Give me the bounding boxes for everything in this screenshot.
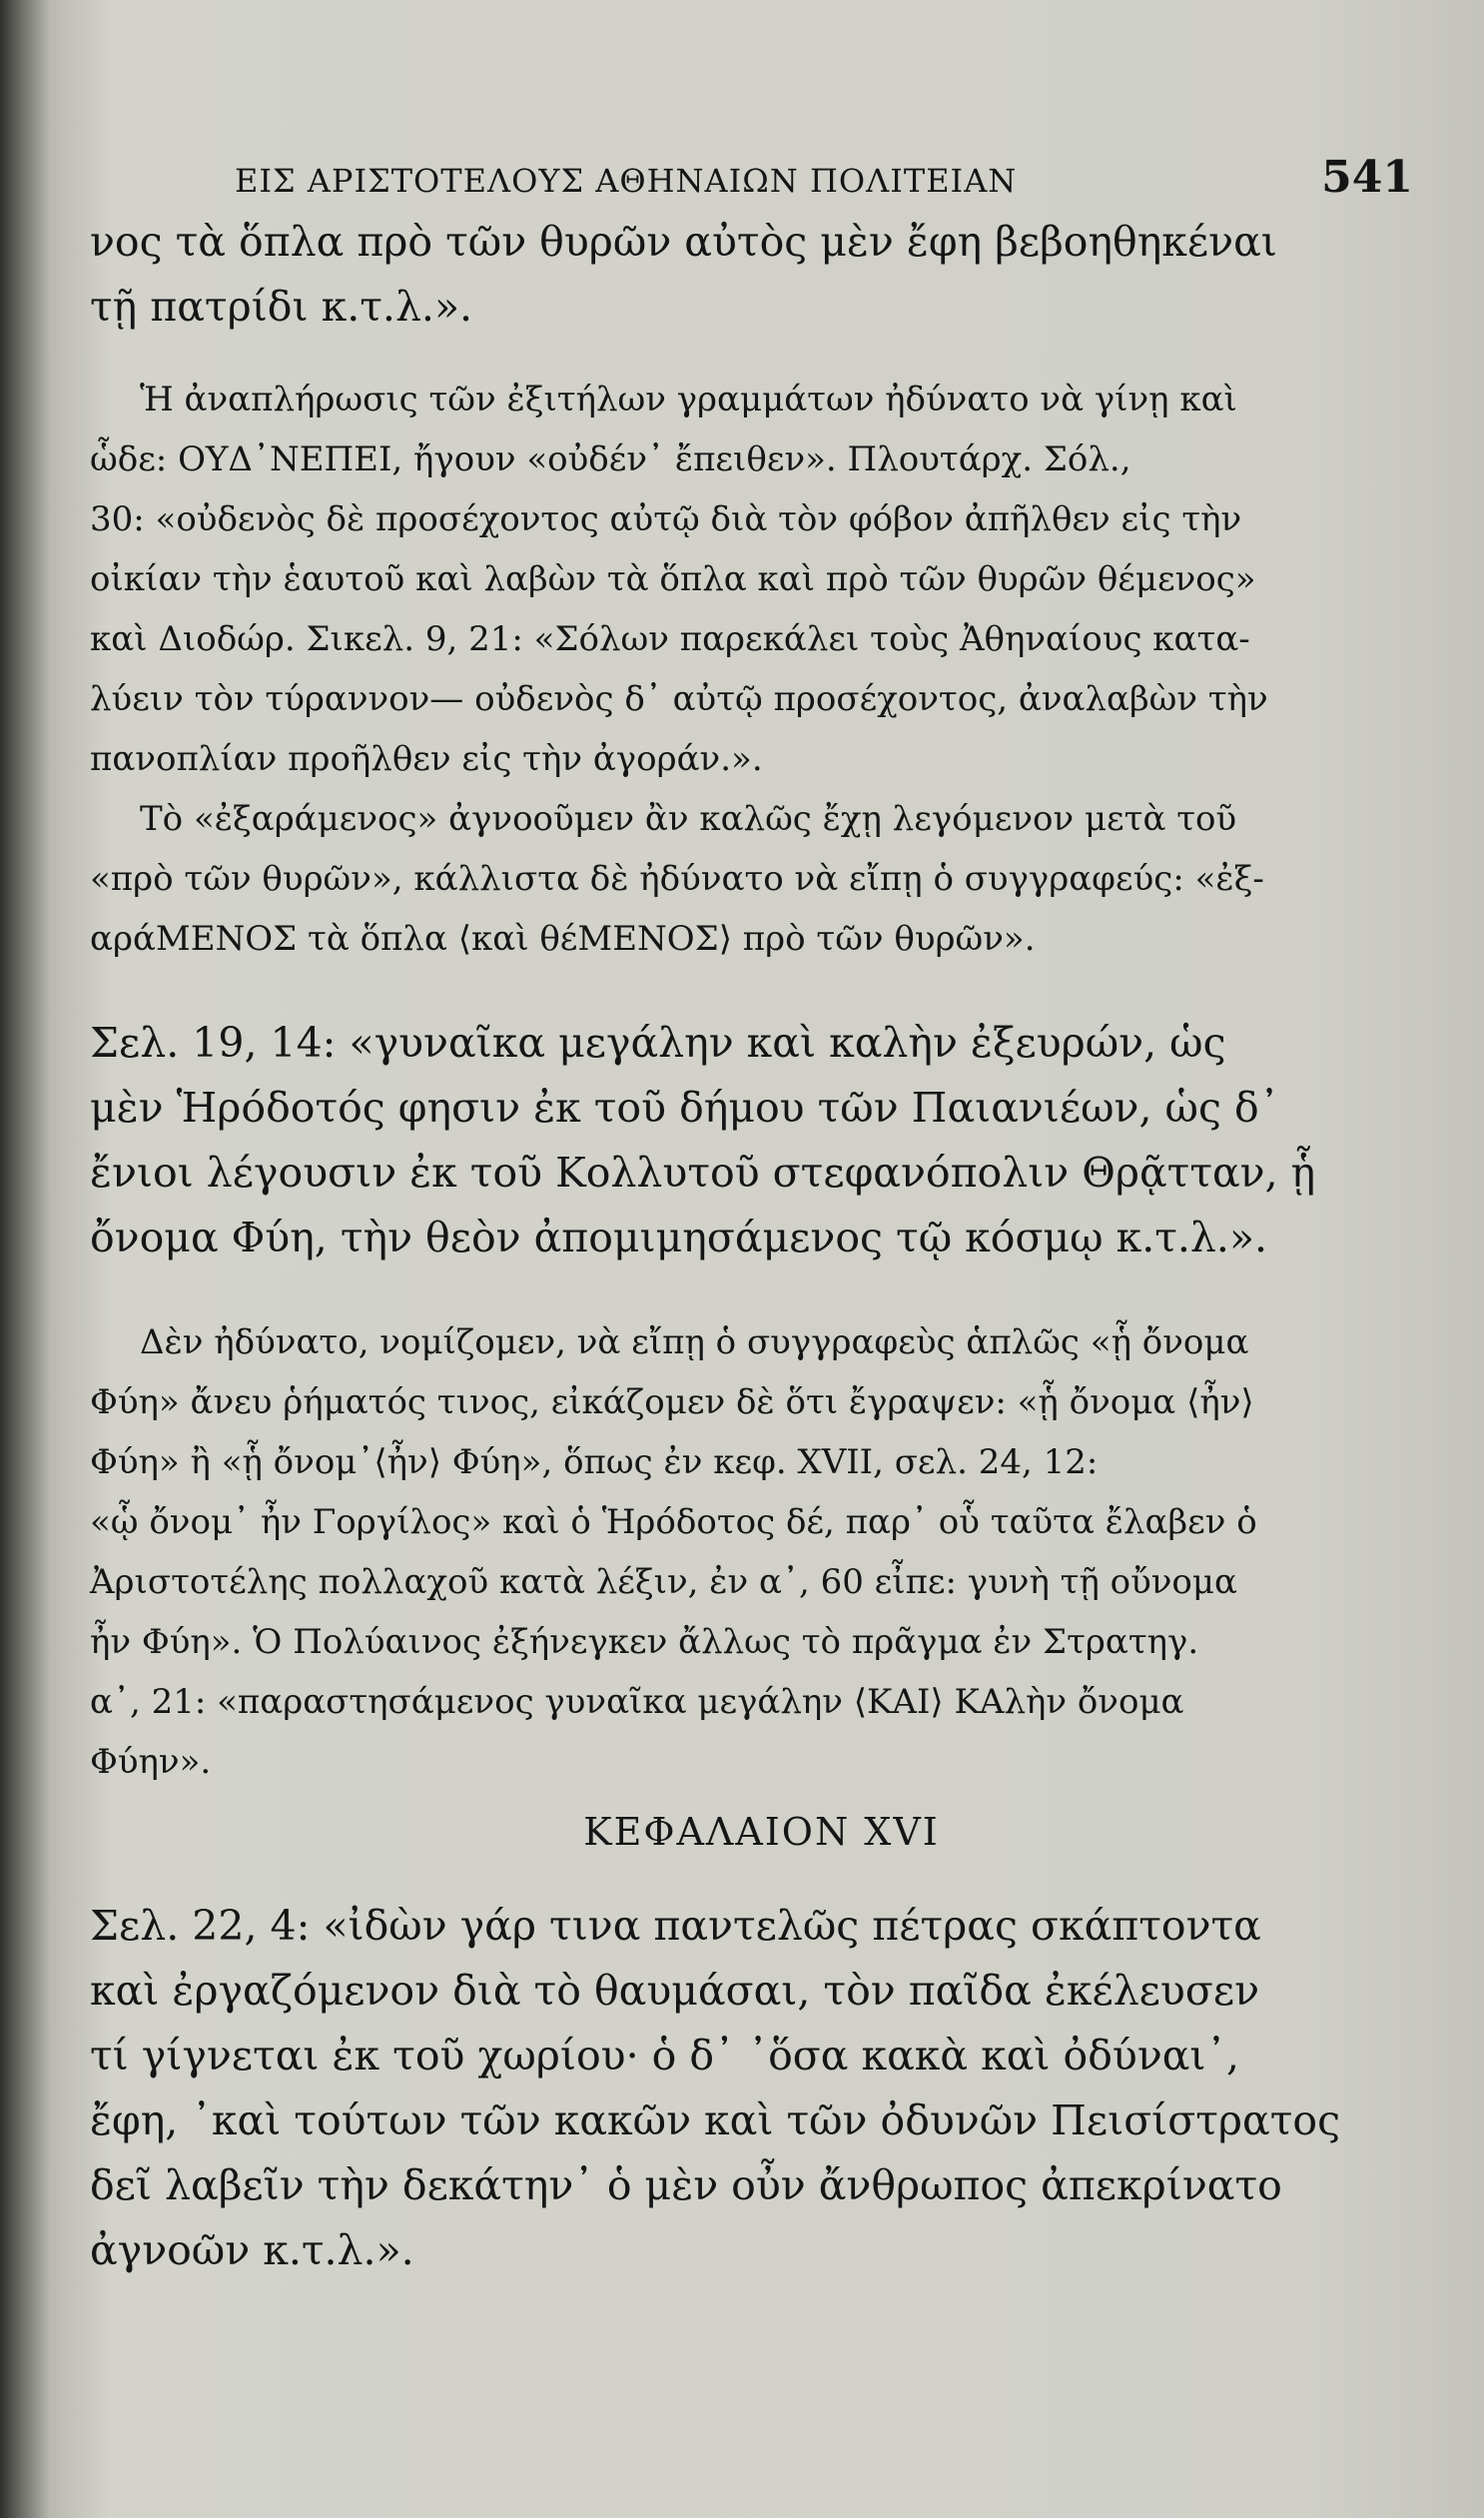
page-number: 541 — [1321, 152, 1413, 203]
text-line: αράΜΕΝΟΣ τὰ ὅπλα ⟨καὶ θέΜΕΝΟΣ⟩ πρὸ τῶν θυρῶν». — [90, 919, 1036, 959]
book-page — [90, 150, 1413, 2283]
text-line: «ᾧ ὄνομ᾽ ἦν Γοργίλος» καὶ ὁ Ἡρόδοτος δέ, παρ᾽ οὗ ταῦτα ἔλαβεν ὁ — [90, 1502, 1257, 1542]
page-header — [90, 150, 1413, 210]
text-line: Φύην». — [90, 1742, 212, 1782]
text-line: οἰκίαν τὴν ἑαυτοῦ καὶ λαβὼν τὰ ὅπλα καὶ πρὸ τῶν θυρῶν θέμενος» — [90, 559, 1256, 599]
paragraph-continuation — [90, 210, 1413, 340]
paragraph-final-quotation — [90, 1894, 1413, 2283]
text-line: ὧδε: ΟΥΔ᾽ΝΕΠΕΙ, ἤγουν «οὐδέν᾽ ἔπειθεν». Πλουτάρχ. Σόλ., — [90, 439, 1131, 479]
text-line: Σελ. 19, 14: «γυναῖκα μεγάλην καὶ καλὴν ἐξευρών, ὡς — [90, 1019, 1226, 1067]
text-line: καὶ Διοδώρ. Σικελ. 9, 21: «Σόλων παρεκάλει τοὺς Ἀθηναίους κατα- — [90, 619, 1250, 659]
text-line: ἔνιοι λέγουσιν ἐκ τοῦ Κολλυτοῦ στεφανόπολιν Θρᾷτταν, ᾗ — [90, 1149, 1316, 1197]
text-line: τῇ πατρίδι κ.τ.λ.». — [90, 283, 473, 331]
paragraph-exaramenos — [90, 789, 1413, 969]
text-line: Σελ. 22, 4: «ἰδὼν γάρ τινα παντελῶς πέτρας σκάπτοντα — [90, 1902, 1261, 1950]
text-line: ἔφη, ᾽καὶ τούτων τῶν κακῶν καὶ τῶν ὀδυνῶν Πεισίστρατος — [90, 2097, 1341, 2144]
text-line: δεῖ λαβεῖν τὴν δεκάτην᾽ ὁ μὲν οὖν ἄνθρωπος ἀπεκρίνατο — [90, 2161, 1282, 2209]
text-line: νος τὰ ὅπλα πρὸ τῶν θυρῶν αὐτὸς μὲν ἔφη βεβοηθηκέναι — [90, 218, 1277, 266]
text-line: πανοπλίαν προῆλθεν εἰς τὴν ἀγοράν.». — [90, 739, 763, 779]
text-line: τί γίγνεται ἐκ τοῦ χωρίου· ὁ δ᾽ ᾽ὅσα κακὰ καὶ ὀδύναι᾽, — [90, 2032, 1240, 2080]
text-line: α᾽, 21: «παραστησάμενος γυναῖκα μεγάλην ⟨ΚΑΙ⟩ ΚΑλὴν ὄνομα — [90, 1682, 1184, 1722]
running-head: ΕΙΣ ΑΡΙΣΤΟΤΕΛΟΥΣ ΑΘΗΝΑΙΩΝ ΠΟΛΙΤΕΙΑΝ — [235, 162, 1018, 200]
text-line: Τὸ «ἐξαράμενος» ἀγνοοῦμεν ἂν καλῶς ἔχῃ λεγόμενον μετὰ τοῦ — [140, 799, 1237, 839]
chapter-heading: ΚΕΦΑΛΑΙΟΝ XVI — [583, 1810, 940, 1854]
text-line: μὲν Ἡρόδοτός φησιν ἐκ τοῦ δήμου τῶν Παιανιέων, ὡς δ᾽ — [90, 1084, 1280, 1132]
text-line: Φύη» ἄνευ ῥήματός τινος, εἰκάζομεν δὲ ὅτι ἔγραψεν: «ᾗ ὄνομα ⟨ἦν⟩ — [90, 1382, 1254, 1422]
text-line: Δὲν ἠδύνατο, νομίζομεν, νὰ εἴπῃ ὁ συγγραφεὺς ἁπλῶς «ᾗ ὄνομα — [140, 1322, 1249, 1362]
paragraph-commentary-phye — [90, 1312, 1413, 1792]
paragraph-quotation-phye — [90, 1011, 1413, 1270]
text-line: Φύη» ἢ «ᾗ ὄνομ᾽⟨ἦν⟩ Φύη», ὅπως ἐν κεφ. XVII, σελ. 24, 12: — [90, 1442, 1099, 1482]
text-line: «πρὸ τῶν θυρῶν», κάλλιστα δὲ ἠδύνατο νὰ εἴπῃ ὁ συγγραφεύς: «ἐξ- — [90, 859, 1264, 899]
text-line: Ἡ ἀναπλήρωσις τῶν ἐξιτήλων γραμμάτων ἠδύνατο νὰ γίνῃ καὶ — [140, 380, 1237, 420]
text-line: λύειν τὸν τύραννον— οὐδενὸς δ᾽ αὐτῷ προσέχοντος, ἀναλαβὼν τὴν — [90, 679, 1268, 719]
text-line: 30: «οὐδενὸς δὲ προσέχοντος αὐτῷ διὰ τὸν φόβον ἀπῆλθεν εἰς τὴν — [90, 499, 1242, 539]
text-line: ὄνομα Φύη, τὴν θεὸν ἀπομιμησάμενος τῷ κόσμῳ κ.τ.λ.». — [90, 1214, 1268, 1261]
paragraph-restoration — [90, 370, 1413, 789]
text-line: ἀγνοῶν κ.τ.λ.». — [90, 2226, 414, 2274]
text-line: ἦν Φύη». Ὁ Πολύαινος ἐξήνεγκεν ἄλλως τὸ πρᾶγμα ἐν Στρατηγ. — [90, 1622, 1199, 1662]
text-line: Ἀριστοτέλης πολλαχοῦ κατὰ λέξιν, ἐν α᾽, 60 εἶπε: γυνὴ τῇ οὔνομα — [90, 1562, 1237, 1602]
text-line: καὶ ἐργαζόμενον διὰ τὸ θαυμάσαι, τὸν παῖδα ἐκέλευσεν — [90, 1967, 1260, 2015]
